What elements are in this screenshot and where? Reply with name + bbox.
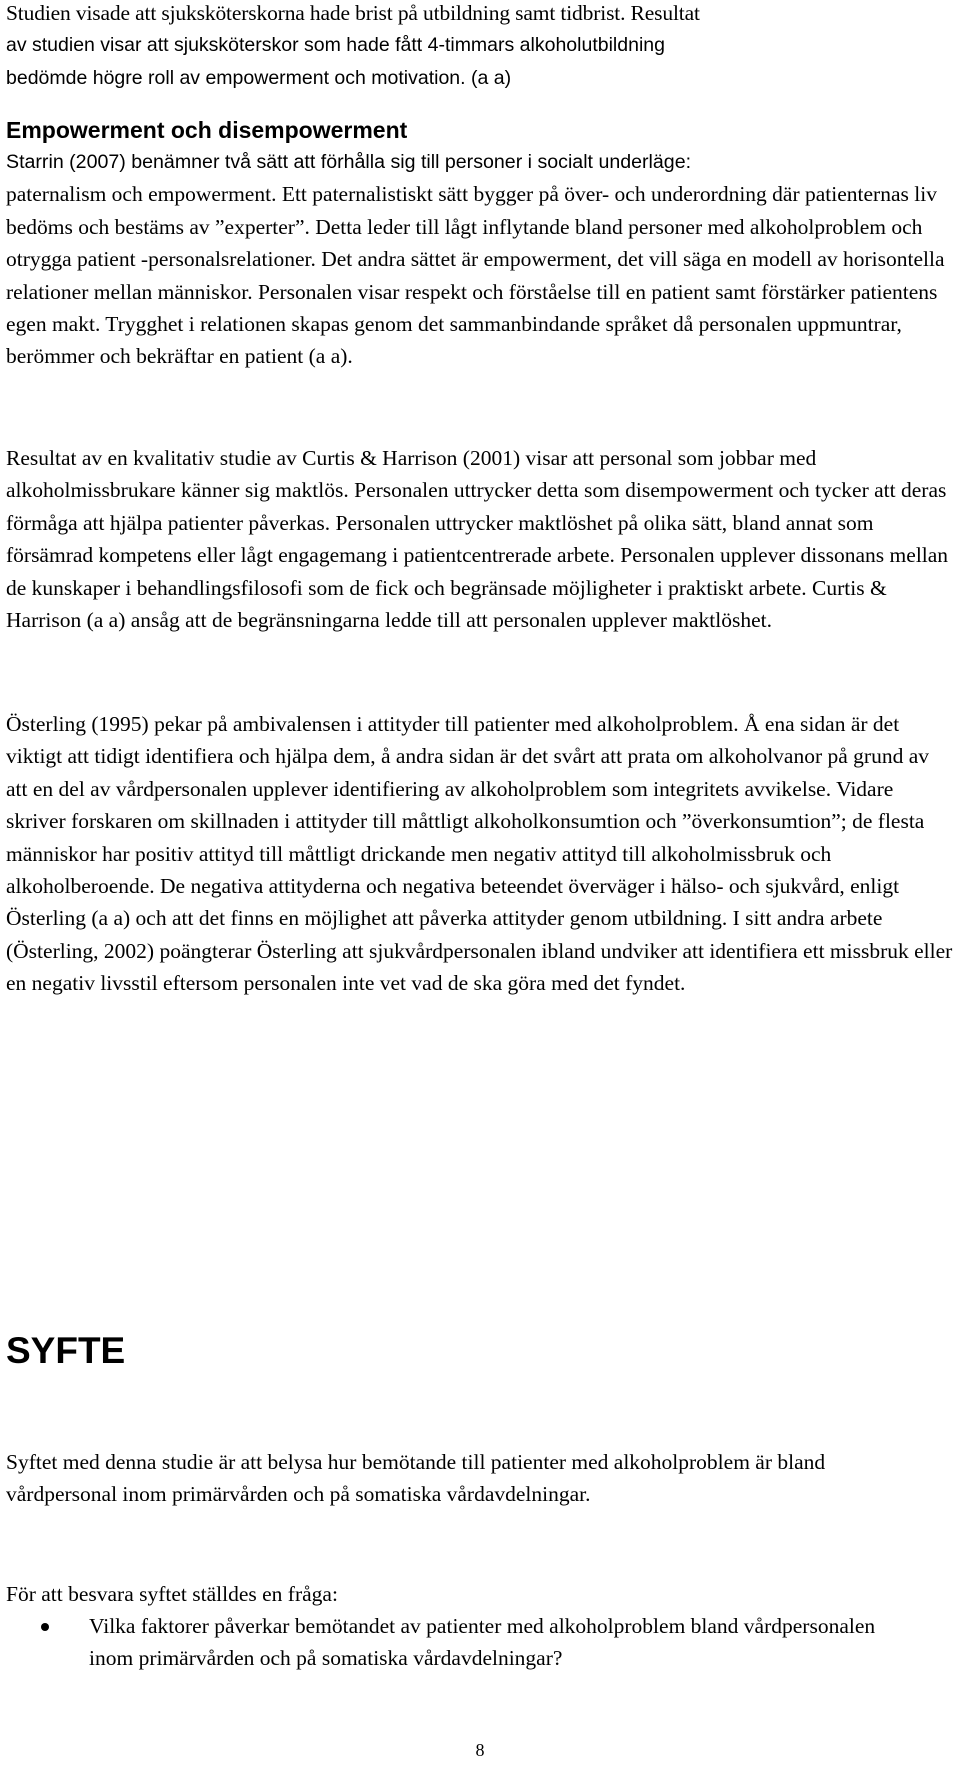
intro-line: av studien visar att sjuksköterskor som hade fått 4-timmars alkoholutbildning	[6, 34, 665, 57]
intro-line: bedömde högre roll av empowerment och motivation. (a a)	[6, 66, 512, 89]
syfte-paragraph-2	[6, 1578, 956, 1610]
paragraph-body: Resultat av en kvalitativ studie av Curtis & Harrison (2001) visar att personal som jobbar med alkoholmissbrukare känner sig maktlös. Personalen uttrycker detta som disempowerment och tycker att deras förmåga att hjälpa patienter påverkas. Personalen uttrycker maktlöshet på olika sätt, bland annat som försämrad kompetens eller lågt engagemang i patientcentrerade arbete. Personalen upplever dissonans mellan de kunskaper i behandlingsfilosofi som de fick och begränsade möjligheter i praktiskt arbete. Curtis & Harrison (a a) ansåg att de begränsningarna ledde till att personalen upplever maktlöshet.	[6, 446, 949, 633]
intro-paragraph	[6, 0, 956, 94]
intro-line: Studien visade att sjuksköterskorna hade brist på utbildning samt tidbrist. Resultat	[6, 1, 700, 25]
syfte-question-list	[6, 1610, 956, 1675]
list-item-text: Vilka faktorer påverkar bemötandet av patienter med alkoholproblem bland vårdpersonalen inom primärvården och på somatiska vårdavdelningar?	[89, 1614, 876, 1671]
page-number: 8	[475, 1740, 485, 1760]
bullet-list	[6, 1610, 956, 1675]
empowerment-paragraph-1	[6, 146, 956, 373]
syfte-paragraph-1	[6, 1446, 956, 1511]
empowerment-paragraph-2	[6, 442, 956, 636]
paragraph-first-line: Starrin (2007) benämner två sätt att förhålla sig till personer i socialt underläge:	[6, 151, 692, 173]
paragraph-body: Österling (1995) pekar på ambivalensen i attityder till patienter med alkoholproblem. Å ena sidan är det viktigt att tidigt identifiera och hjälpa dem, å andra sidan är det svårt att prata om alkoholvanor på grund av att en del av vårdpersonalen upplever identifiering av alkoholproblem som integritets avvikelse. Vidare skriver forskaren om skillnaden i attityder till måttligt alkoholkonsumtion och ”överkonsumtion”; de flesta människor har positiv attityd till måttligt drickande men negativ attityd till alkoholmissbruk och alkoholberoende. De negativa attityderna och negativa beteendet överväger i hälso- och sjukvård, enligt Österling (a a) och att det finns en möjlighet att påverka attityder genom utbildning. I sitt andra arbete (Österling, 2002) poängterar Österling att sjukvårdpersonalen ibland undviker att identifiera ett missbruk eller en negativ livsstil eftersom personalen inte vet vad de ska göra med det fyndet.	[6, 712, 953, 996]
list-item	[6, 1610, 899, 1675]
bullet-icon	[41, 1623, 49, 1631]
empowerment-paragraph-3	[6, 708, 956, 1000]
paragraph-body: För att besvara syftet ställdes en fråga:	[6, 1582, 338, 1606]
paragraph-body: paternalism och empowerment. Ett paternalistiskt sätt bygger på över- och underordning där patienternas liv bedöms och bestäms av ”experter”. Detta leder till lågt inflytande bland personer med alkoholproblem och otrygga patient -personalsrelationer. Det andra sättet är empowerment, det vill säga en modell av horisontella relationer mellan människor. Personalen visar respekt och förståelse till en patient samt förstärker patientens egen makt. Trygghet i relationen skapas genom det sammanbindande språket då personalen uppmuntrar, berömmer och bekräftar en patient (a a).	[6, 182, 945, 369]
section-heading-empowerment: Empowerment och disempowerment	[6, 117, 408, 143]
paragraph-body: Syftet med denna studie är att belysa hur bemötande till patienter med alkoholproblem är bland vårdpersonal inom primärvården och på somatiska vårdavdelningar.	[6, 1450, 826, 1507]
section-heading-syfte: SYFTE	[6, 1330, 126, 1371]
